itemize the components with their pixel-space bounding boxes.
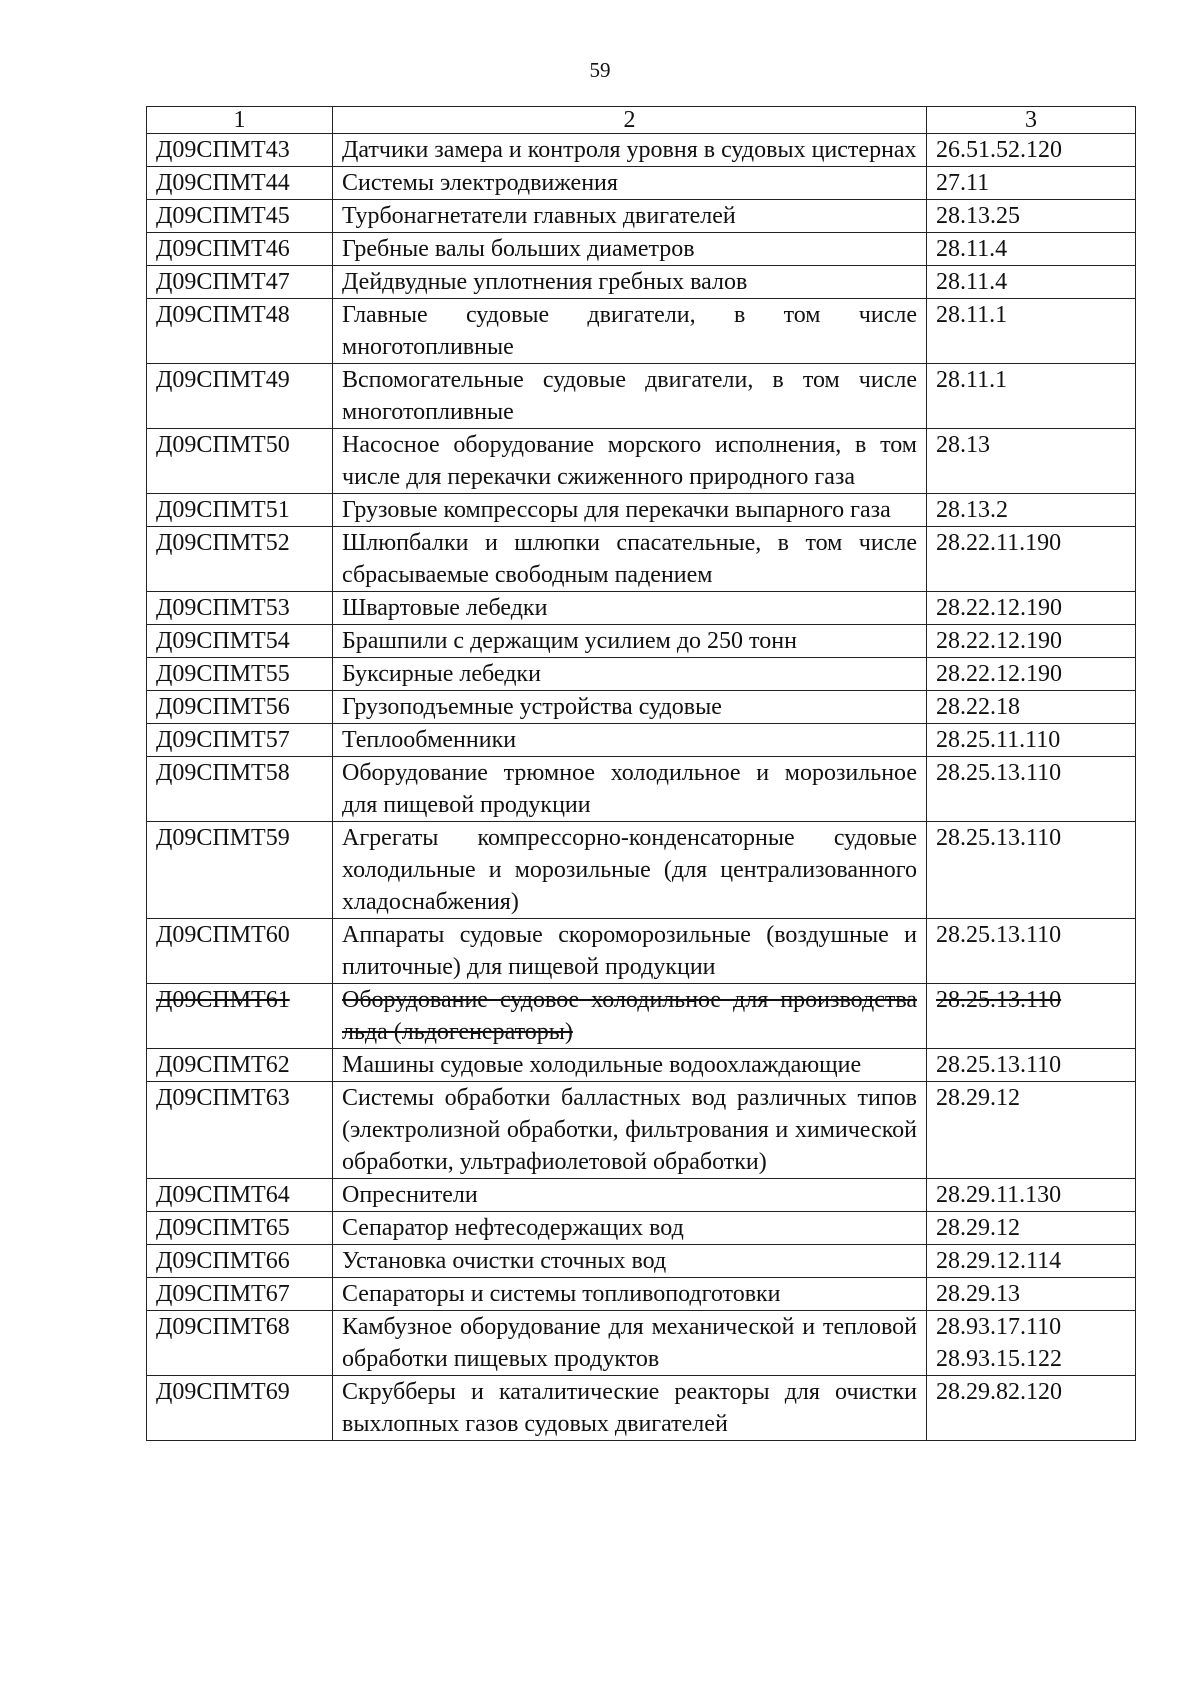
row-code-cell-text: 28.22.12.190 — [936, 595, 1062, 621]
row-id-cell-text: Д09СПМТ64 — [156, 1182, 290, 1208]
row-code-cell — [927, 658, 1136, 691]
table-row — [147, 822, 1136, 919]
row-code-cell — [927, 757, 1136, 822]
table-body — [147, 134, 1136, 1441]
table-row — [147, 527, 1136, 592]
row-name-cell-text: Сепараторы и системы топливоподготовки — [342, 1281, 781, 1307]
row-id-cell-text: Д09СПМТ69 — [156, 1379, 290, 1405]
table-row — [147, 266, 1136, 299]
row-name-cell-text: Машины судовые холодильные водоохлаждающие — [342, 1052, 862, 1078]
column-header-3: 3 — [927, 107, 1136, 134]
row-id-cell-text: Д09СПМТ49 — [156, 367, 290, 393]
row-code-cell — [927, 724, 1136, 757]
row-code-cell — [927, 233, 1136, 266]
row-code-cell — [927, 527, 1136, 592]
row-id-cell-text: Д09СПМТ47 — [156, 269, 290, 295]
row-name-cell-text: Системы обработки балластных вод различных типов (электролизной обработки, фильтрования и химической обработки, ультрафиолетовой обработки) — [342, 1085, 917, 1175]
row-id-cell — [147, 364, 333, 429]
row-name-cell-text: Аппараты судовые скороморозильные (воздушные и плиточные) для пищевой продукции — [342, 922, 917, 980]
row-code-cell-text: 28.25.13.110 — [936, 987, 1062, 1013]
row-code-cell-text: 28.11.1 — [936, 302, 1008, 328]
row-name-cell-text: Оборудование судовое холодильное для производства льда (льдогенераторы) — [342, 987, 917, 1045]
row-id-cell — [147, 134, 333, 167]
table-header-row — [147, 107, 1136, 134]
row-name-cell — [333, 364, 927, 429]
table-row — [147, 1212, 1136, 1245]
table-row — [147, 691, 1136, 724]
equipment-table — [146, 106, 1136, 1441]
row-code-cell-text: 28.25.13.110 — [936, 1052, 1062, 1078]
row-code-cell — [927, 1212, 1136, 1245]
row-code-cell-text: 28.25.11.110 — [936, 727, 1061, 753]
row-name-cell — [333, 494, 927, 527]
table-row — [147, 592, 1136, 625]
row-code-cell — [927, 592, 1136, 625]
row-code-cell — [927, 1278, 1136, 1311]
row-code-cell-text: 28.29.12 — [936, 1085, 1020, 1111]
row-code-cell — [927, 1376, 1136, 1441]
row-id-cell-text: Д09СПМТ67 — [156, 1281, 290, 1307]
row-id-cell — [147, 592, 333, 625]
row-name-cell-text: Вспомогательные судовые двигатели, в том числе многотопливные — [342, 367, 917, 425]
row-name-cell-text: Дейдвудные уплотнения гребных валов — [342, 269, 748, 295]
row-code-cell — [927, 625, 1136, 658]
table-row — [147, 1082, 1136, 1179]
row-name-cell — [333, 1376, 927, 1441]
row-code-cell — [927, 1179, 1136, 1212]
row-id-cell-text: Д09СПМТ68 — [156, 1314, 290, 1340]
table-row — [147, 167, 1136, 200]
row-id-cell — [147, 1376, 333, 1441]
row-name-cell-text: Швартовые лебедки — [342, 595, 548, 621]
row-name-cell-text: Теплообменники — [342, 727, 517, 753]
row-id-cell-text: Д09СПМТ46 — [156, 236, 290, 262]
row-name-cell — [333, 1278, 927, 1311]
row-id-cell — [147, 200, 333, 233]
table-row — [147, 919, 1136, 984]
row-name-cell — [333, 658, 927, 691]
row-name-cell-text: Шлюпбалки и шлюпки спасательные, в том числе сбрасываемые свободным падением — [342, 530, 917, 588]
row-id-cell-text: Д09СПМТ58 — [156, 760, 290, 786]
row-code-cell — [927, 364, 1136, 429]
row-name-cell-text: Оборудование трюмное холодильное и морозильное для пищевой продукции — [342, 760, 917, 818]
row-code-cell — [927, 1245, 1136, 1278]
row-name-cell — [333, 625, 927, 658]
column-header-2: 2 — [333, 107, 927, 134]
row-name-cell-text: Грузовые компрессоры для перекачки выпарного газа — [342, 497, 891, 523]
row-name-cell-text: Турбонагнетатели главных двигателей — [342, 203, 736, 229]
row-code-cell — [927, 984, 1136, 1049]
page-number: 59 — [589, 58, 611, 82]
column-header-1: 1 — [147, 107, 333, 134]
row-code-cell-text: 28.29.12.114 — [936, 1248, 1062, 1274]
table-row — [147, 724, 1136, 757]
row-code-cell-text: 28.11.1 — [936, 367, 1008, 393]
row-code-cell-text: 28.11.4 — [936, 236, 1008, 262]
table-row — [147, 1245, 1136, 1278]
row-id-cell-text: Д09СПМТ59 — [156, 825, 290, 851]
row-id-cell-text: Д09СПМТ50 — [156, 432, 290, 458]
row-id-cell-text: Д09СПМТ43 — [156, 137, 290, 163]
row-code-cell — [927, 167, 1136, 200]
table-row — [147, 1049, 1136, 1082]
row-name-cell — [333, 1245, 927, 1278]
table-row — [147, 134, 1136, 167]
row-name-cell-text: Скрубберы и каталитические реакторы для очистки выхлопных газов судовых двигателей — [342, 1379, 917, 1437]
row-name-cell — [333, 984, 927, 1049]
row-name-cell — [333, 1049, 927, 1082]
row-id-cell — [147, 1049, 333, 1082]
row-id-cell — [147, 494, 333, 527]
row-code-cell-text: 26.51.52.120 — [936, 137, 1062, 163]
table-row — [147, 429, 1136, 494]
row-name-cell-text: Брашпили с держащим усилием до 250 тонн — [342, 628, 797, 654]
table-row — [147, 494, 1136, 527]
row-id-cell — [147, 1179, 333, 1212]
row-id-cell — [147, 299, 333, 364]
row-id-cell-text: Д09СПМТ57 — [156, 727, 290, 753]
row-code-cell-text: 28.22.18 — [936, 694, 1020, 720]
row-code-cell-text: 28.22.12.190 — [936, 628, 1062, 654]
row-name-cell — [333, 1082, 927, 1179]
row-id-cell-text: Д09СПМТ62 — [156, 1052, 290, 1078]
table-row — [147, 1179, 1136, 1212]
row-code-cell-text: 28.22.12.190 — [936, 661, 1062, 687]
row-id-cell — [147, 429, 333, 494]
row-id-cell-text: Д09СПМТ65 — [156, 1215, 290, 1241]
row-id-cell-text: Д09СПМТ52 — [156, 530, 290, 556]
row-name-cell-text: Буксирные лебедки — [342, 661, 541, 687]
row-id-cell — [147, 658, 333, 691]
table-row — [147, 1376, 1136, 1441]
table-row — [147, 658, 1136, 691]
row-id-cell — [147, 691, 333, 724]
row-name-cell-text: Установка очистки сточных вод — [342, 1248, 667, 1274]
row-name-cell — [333, 724, 927, 757]
row-id-cell-text: Д09СПМТ55 — [156, 661, 290, 687]
row-name-cell-text: Главные судовые двигатели, в том числе многотопливные — [342, 302, 917, 360]
row-code-cell-text: 27.11 — [936, 170, 990, 196]
table-row — [147, 299, 1136, 364]
row-id-cell — [147, 266, 333, 299]
row-code-cell-text: 28.13 — [936, 432, 990, 458]
row-name-cell — [333, 200, 927, 233]
row-id-cell — [147, 984, 333, 1049]
row-code-cell-text: 28.29.82.120 — [936, 1379, 1062, 1405]
table-row — [147, 200, 1136, 233]
row-name-cell-text: Камбузное оборудование для механической и тепловой обработки пищевых продуктов — [342, 1314, 917, 1372]
row-id-cell-text: Д09СПМТ60 — [156, 922, 290, 948]
row-id-cell — [147, 1311, 333, 1376]
row-id-cell — [147, 822, 333, 919]
row-code-cell — [927, 691, 1136, 724]
row-name-cell-text: Системы электродвижения — [342, 170, 618, 196]
row-id-cell-text: Д09СПМТ48 — [156, 302, 290, 328]
row-code-cell-text: 28.13.25 — [936, 203, 1020, 229]
row-code-cell — [927, 822, 1136, 919]
table-row — [147, 1311, 1136, 1376]
row-name-cell — [333, 592, 927, 625]
row-id-cell-text: Д09СПМТ44 — [156, 170, 290, 196]
row-id-cell-text: Д09СПМТ56 — [156, 694, 290, 720]
row-code-cell — [927, 1049, 1136, 1082]
row-name-cell-text: Агрегаты компрессорно-конденсаторные судовые холодильные и морозильные (для централизованного хладоснабжения) — [342, 825, 917, 915]
row-name-cell-text: Датчики замера и контроля уровня в судовых цистернах — [342, 137, 917, 163]
row-name-cell-text: Насосное оборудование морского исполнения, в том числе для перекачки сжиженного природного газа — [342, 432, 917, 490]
row-id-cell — [147, 625, 333, 658]
row-id-cell — [147, 757, 333, 822]
row-code-cell — [927, 200, 1136, 233]
table-row — [147, 757, 1136, 822]
row-name-cell-text: Сепаратор нефтесодержащих вод — [342, 1215, 684, 1241]
row-name-cell — [333, 429, 927, 494]
row-code-cell-text: 28.29.12 — [936, 1215, 1020, 1241]
row-name-cell — [333, 1179, 927, 1212]
row-name-cell — [333, 757, 927, 822]
table-row — [147, 364, 1136, 429]
row-code-cell — [927, 266, 1136, 299]
row-code-cell-text: 28.29.13 — [936, 1281, 1020, 1307]
row-code-cell — [927, 919, 1136, 984]
row-name-cell — [333, 134, 927, 167]
row-id-cell-text: Д09СПМТ61 — [156, 987, 290, 1013]
table-row — [147, 625, 1136, 658]
row-code-cell-text: 28.25.13.110 — [936, 825, 1062, 851]
row-name-cell — [333, 167, 927, 200]
row-code-cell-text: 28.22.11.190 — [936, 530, 1062, 556]
row-id-cell — [147, 233, 333, 266]
row-id-cell-text: Д09СПМТ66 — [156, 1248, 290, 1274]
row-code-cell-text: 28.25.13.110 — [936, 922, 1062, 948]
row-name-cell — [333, 299, 927, 364]
row-code-cell-text: 28.13.2 — [936, 497, 1008, 523]
table-row — [147, 233, 1136, 266]
row-code-cell-text: 28.25.13.110 — [936, 760, 1062, 786]
row-id-cell — [147, 1278, 333, 1311]
row-id-cell-text: Д09СПМТ63 — [156, 1085, 290, 1111]
table-row — [147, 984, 1136, 1049]
row-id-cell-text: Д09СПМТ51 — [156, 497, 290, 523]
row-id-cell — [147, 1245, 333, 1278]
row-name-cell — [333, 822, 927, 919]
row-name-cell — [333, 919, 927, 984]
row-name-cell — [333, 233, 927, 266]
row-id-cell — [147, 527, 333, 592]
row-code-cell-text: 28.93.17.110 28.93.15.122 — [936, 1314, 1062, 1372]
row-code-cell — [927, 494, 1136, 527]
row-name-cell-text: Гребные валы больших диаметров — [342, 236, 695, 262]
row-code-cell — [927, 1311, 1136, 1376]
row-code-cell — [927, 1082, 1136, 1179]
row-code-cell — [927, 134, 1136, 167]
row-id-cell — [147, 167, 333, 200]
row-id-cell-text: Д09СПМТ53 — [156, 595, 290, 621]
row-code-cell-text: 28.11.4 — [936, 269, 1008, 295]
row-code-cell-text: 28.29.11.130 — [936, 1182, 1062, 1208]
row-name-cell — [333, 1311, 927, 1376]
row-id-cell-text: Д09СПМТ45 — [156, 203, 290, 229]
row-id-cell — [147, 1212, 333, 1245]
row-id-cell — [147, 919, 333, 984]
row-name-cell — [333, 527, 927, 592]
row-id-cell — [147, 1082, 333, 1179]
row-name-cell-text: Опреснители — [342, 1182, 478, 1208]
table-row — [147, 1278, 1136, 1311]
row-name-cell-text: Грузоподъемные устройства судовые — [342, 694, 722, 720]
row-code-cell — [927, 299, 1136, 364]
row-name-cell — [333, 266, 927, 299]
row-id-cell-text: Д09СПМТ54 — [156, 628, 290, 654]
row-name-cell — [333, 691, 927, 724]
row-code-cell — [927, 429, 1136, 494]
row-name-cell — [333, 1212, 927, 1245]
row-id-cell — [147, 724, 333, 757]
